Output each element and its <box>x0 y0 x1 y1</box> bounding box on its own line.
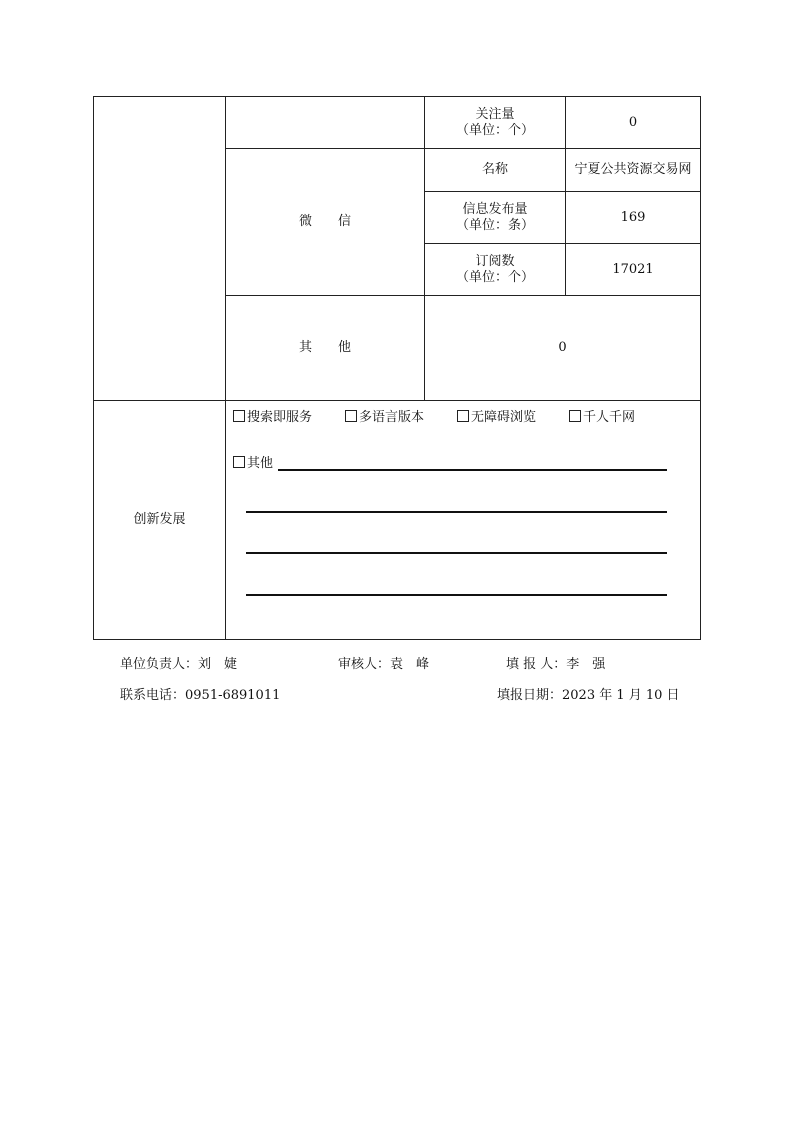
unit-head: 单位负责人：刘 婕 <box>120 657 238 672</box>
contact-phone: 联系电话：0951-6891011 <box>120 688 281 703</box>
innovation-label: 创新发展 <box>133 512 186 527</box>
name-value: 宁夏公共资源交易网 <box>574 162 692 177</box>
follow-label: 关注量 <box>475 106 515 122</box>
posts-value: 169 <box>620 209 646 225</box>
report-date: 填报日期：2023 年 1 月 10 日 <box>497 688 680 703</box>
subs-label: 订阅数 <box>475 253 515 269</box>
follow-unit: （单位：个） <box>455 122 534 138</box>
checkbox-icon[interactable] <box>345 410 357 422</box>
follow-label-cell <box>425 97 565 148</box>
other-label: 其 他 <box>298 340 351 355</box>
option-label: 千人千网 <box>583 410 636 425</box>
option-personalized[interactable] <box>569 406 635 425</box>
option-label: 无障碍浏览 <box>471 410 537 425</box>
checkbox-icon[interactable] <box>569 410 581 422</box>
option-label: 其他 <box>247 456 274 471</box>
fill-in-line[interactable] <box>246 511 667 513</box>
fill-in-line[interactable] <box>246 594 667 596</box>
follow-value-cell <box>566 97 700 148</box>
checkbox-icon[interactable] <box>457 410 469 422</box>
option-search-service[interactable] <box>233 406 312 425</box>
name-label-cell <box>425 149 565 191</box>
fill-in-line[interactable] <box>278 469 667 471</box>
posts-unit: （单位：条） <box>455 217 534 233</box>
option-other[interactable] <box>233 452 273 471</box>
posts-label: 信息发布量 <box>462 201 528 217</box>
subs-unit: （单位：个） <box>455 269 534 285</box>
checkbox-icon[interactable] <box>233 410 245 422</box>
name-label: 名称 <box>481 162 508 177</box>
option-multilingual[interactable] <box>345 406 424 425</box>
follow-value: 0 <box>628 114 638 130</box>
wechat-label: 微 信 <box>298 214 351 229</box>
reviewer: 审核人：袁 峰 <box>338 657 430 672</box>
innovation-label-cell <box>94 401 225 639</box>
report-table <box>93 96 701 640</box>
option-accessibility[interactable] <box>457 406 536 425</box>
posts-value-cell <box>566 192 700 243</box>
option-label: 搜索即服务 <box>247 410 313 425</box>
wechat-label-cell <box>226 149 424 295</box>
other-value-cell <box>425 296 700 400</box>
name-value-cell <box>570 149 696 191</box>
subs-value-cell <box>566 244 700 295</box>
other-value: 0 <box>558 340 567 355</box>
table-border-right <box>700 96 701 640</box>
fill-in-line[interactable] <box>246 552 667 554</box>
subs-label-cell <box>425 244 565 295</box>
other-label-cell <box>226 296 424 400</box>
posts-label-cell <box>425 192 565 243</box>
subs-value: 17021 <box>612 261 654 277</box>
table-border-bottom <box>93 639 701 640</box>
filler: 填 报 人：李 强 <box>506 657 606 672</box>
checkbox-icon[interactable] <box>233 456 245 468</box>
option-label: 多语言版本 <box>359 410 425 425</box>
